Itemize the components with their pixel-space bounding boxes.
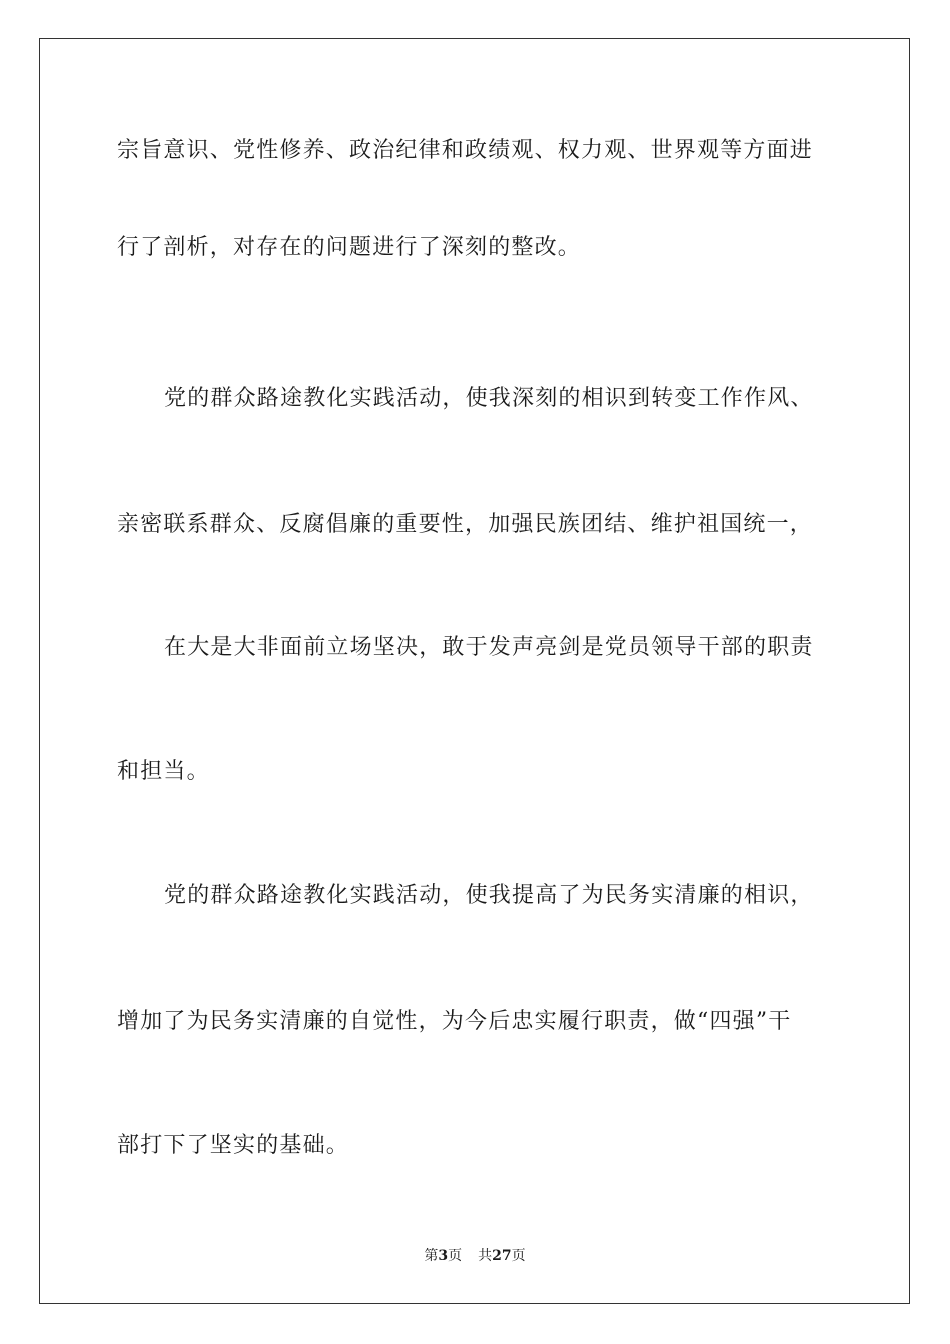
total-pages-label: 共27页 [478, 1248, 526, 1264]
text-line-7: 党的群众路途教化实践活动，使我提高了为民务实清廉的相识， [164, 883, 814, 908]
text-line-8: 增加了为民务实清廉的自觉性，为今后忠实履行职责，做“四强”干 [117, 1009, 792, 1034]
text-line-4: 亲密联系群众、反腐倡廉的重要性，加强民族团结、维护祖国统一， [117, 512, 814, 537]
page-footer [0, 1246, 950, 1266]
text-line-6: 和担当。 [117, 759, 210, 784]
text-line-5: 在大是大非面前立场坚决，敢于发声亮剑是党员领导干部的职责 [164, 635, 814, 660]
text-line-3: 党的群众路途教化实践活动，使我深刻的相识到转变工作作风、 [164, 386, 814, 411]
page-border [39, 38, 910, 1304]
text-line-2: 行了剖析，对存在的问题进行了深刻的整改。 [117, 235, 582, 260]
page-number-label: 第3页 [424, 1248, 463, 1264]
text-line-9: 部打下了坚实的基础。 [117, 1133, 350, 1158]
text-line-1: 宗旨意识、党性修养、政治纪律和政绩观、权力观、世界观等方面进 [117, 138, 814, 163]
